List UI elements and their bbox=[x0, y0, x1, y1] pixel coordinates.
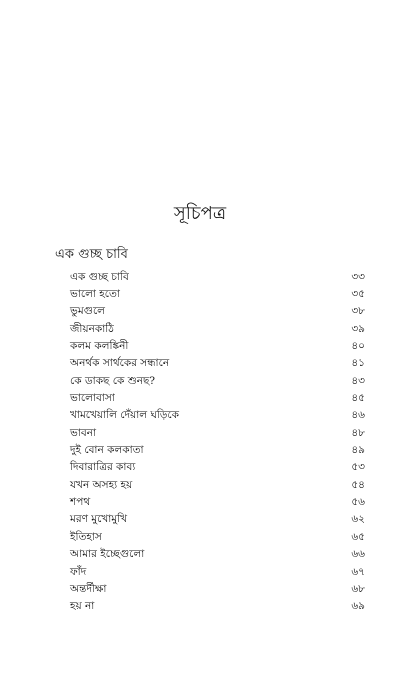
toc-entry-page: ৬৭ bbox=[351, 565, 365, 578]
toc-entry-page: ৬৯ bbox=[351, 600, 365, 613]
toc-entry-page: ৪৩ bbox=[351, 374, 365, 387]
toc-entry-title: দুই বোন কলকাতা bbox=[70, 444, 144, 457]
toc-entry bbox=[70, 563, 365, 580]
toc-entry bbox=[70, 268, 365, 285]
toc-entry bbox=[70, 580, 365, 597]
toc-entry-title: আমার ইচ্ছেগুলো bbox=[70, 548, 145, 561]
toc-entry-page: ৩৩ bbox=[351, 270, 365, 283]
toc-entry-title: দিবারাত্রির কাব্য bbox=[70, 461, 136, 474]
toc-entry-page: ৪৫ bbox=[351, 392, 365, 405]
toc-entry-title: ভালো হতো bbox=[70, 288, 120, 301]
toc-entry bbox=[70, 407, 365, 424]
table-of-contents bbox=[70, 268, 365, 615]
toc-entry-title: অন্তর্দীক্ষা bbox=[70, 582, 107, 595]
toc-entry-title: কে ডাকছ কে শুনছ? bbox=[70, 374, 156, 387]
toc-entry bbox=[70, 337, 365, 354]
toc-entry-title: ইতিহাস bbox=[70, 530, 102, 543]
toc-entry-page: ৫৪ bbox=[351, 478, 365, 491]
toc-entry bbox=[70, 285, 365, 302]
toc-entry-title: অনর্থক সার্থকের সন্ধানে bbox=[70, 357, 170, 370]
toc-entry-title: ভুমগুলে bbox=[70, 305, 106, 318]
toc-entry-title: ফাঁদ bbox=[70, 565, 87, 578]
toc-entry-title: ভাবনা bbox=[70, 426, 97, 439]
toc-entry-page: ৫৬ bbox=[351, 496, 365, 509]
toc-entry bbox=[70, 476, 365, 493]
toc-entry-page: ৪৯ bbox=[351, 444, 365, 457]
toc-entry-page: ৩৫ bbox=[351, 288, 365, 301]
toc-entry-title: মরণ মুখোমুখি bbox=[70, 513, 128, 526]
toc-entry bbox=[70, 493, 365, 510]
toc-entry-page: ৬৬ bbox=[351, 548, 365, 561]
toc-entry bbox=[70, 459, 365, 476]
toc-entry-title: কলম কলঙ্কিনী bbox=[70, 340, 129, 353]
toc-entry-page: ৫৩ bbox=[351, 461, 365, 474]
toc-entry-page: ৬৮ bbox=[351, 582, 365, 595]
section-heading: এক গুচ্ছ চাবি bbox=[55, 247, 128, 262]
toc-entry bbox=[70, 389, 365, 406]
toc-entry bbox=[70, 320, 365, 337]
toc-entry-title: জীয়নকাঠি bbox=[70, 322, 114, 335]
toc-entry-page: ৬২ bbox=[351, 513, 365, 526]
toc-entry-page: ৪৮ bbox=[351, 426, 365, 439]
toc-entry-title: যখন অসহ্য হয় bbox=[70, 478, 133, 491]
toc-entry bbox=[70, 372, 365, 389]
toc-entry-page: ৪০ bbox=[351, 340, 365, 353]
toc-entry-title: খামখেয়ালি দেঁয়াল ঘড়িকে bbox=[70, 409, 179, 422]
toc-entry bbox=[70, 355, 365, 372]
toc-entry-page: ৪৬ bbox=[351, 409, 365, 422]
page-title: সূচিপত্র bbox=[173, 203, 227, 224]
toc-entry-page: ৬৫ bbox=[351, 530, 365, 543]
toc-entry bbox=[70, 441, 365, 458]
toc-entry bbox=[70, 546, 365, 563]
toc-entry-title: এক গুচ্ছ চাবি bbox=[70, 270, 129, 283]
toc-entry bbox=[70, 528, 365, 545]
toc-entry-page: ৪১ bbox=[351, 357, 365, 370]
toc-entry-title: ভালোবাসা bbox=[70, 392, 115, 405]
toc-entry bbox=[70, 303, 365, 320]
toc-entry-page: ৩৯ bbox=[351, 322, 365, 335]
toc-entry-page: ৩৮ bbox=[351, 305, 365, 318]
toc-entry-title: হয় না bbox=[70, 600, 95, 613]
toc-entry bbox=[70, 511, 365, 528]
toc-entry bbox=[70, 424, 365, 441]
toc-entry bbox=[70, 598, 365, 615]
toc-entry-title: শপথ bbox=[70, 496, 91, 509]
